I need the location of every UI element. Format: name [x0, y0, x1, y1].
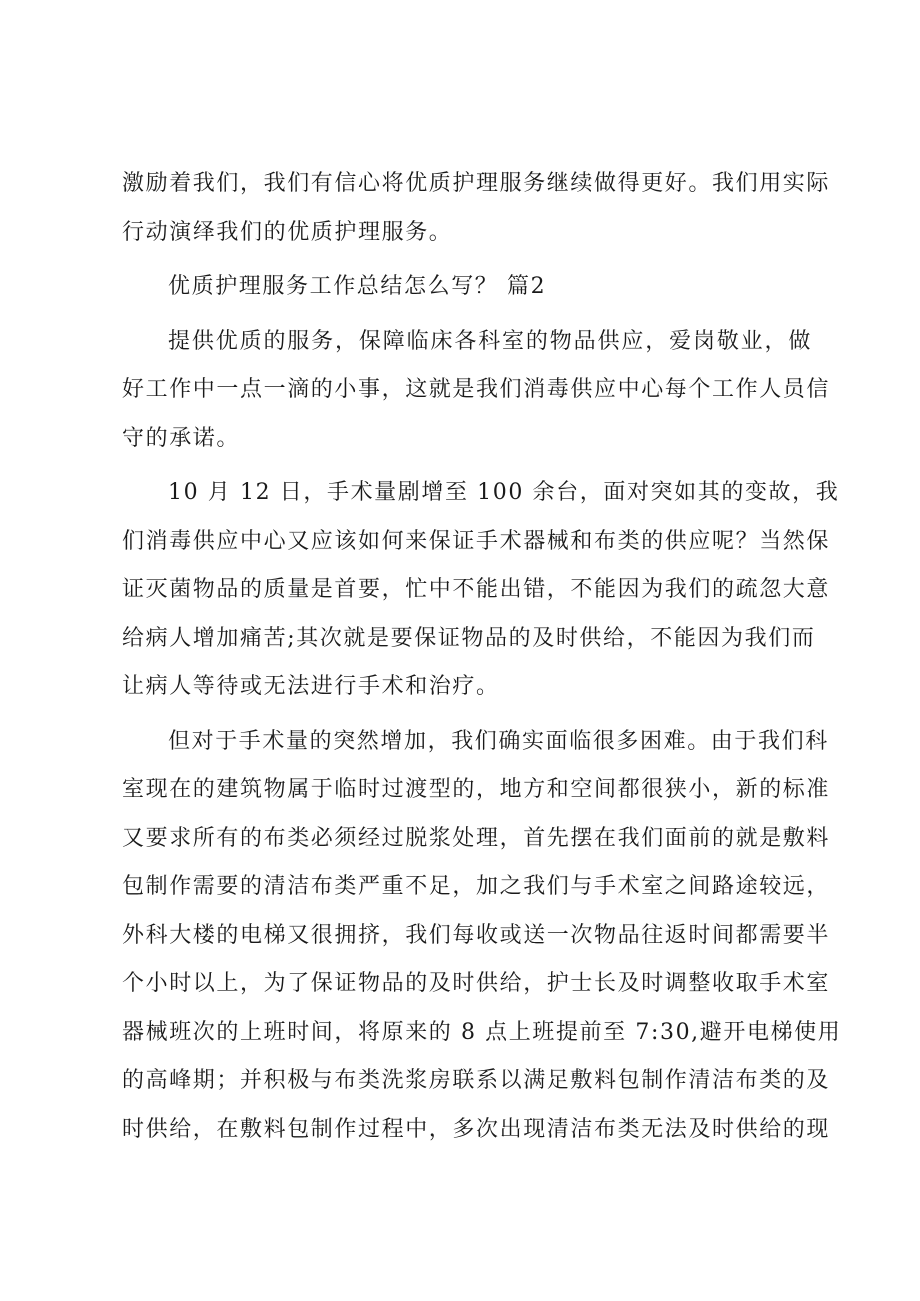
paragraph-line: 个小时以上，为了保证物品的及时供给，护士长及时调整收取手术室	[122, 971, 831, 996]
paragraph-line: 好工作中一点一滴的小事，这就是我们消毒供应中心每个工作人员信	[122, 377, 831, 402]
paragraph-line: 的高峰期；并积极与布类洗浆房联系以满足敷料包制作清洁布类的及	[122, 1068, 831, 1093]
paragraph-line: 但对于手术量的突然增加，我们确实面临很多困难。由于我们科	[168, 728, 829, 754]
paragraph-line: 证灭菌物品的质量是首要，忙中不能出错，不能因为我们的疏忽大意	[122, 577, 831, 602]
paragraph-line: 10 月 12 日，手术量剧增至 100 余台，面对突如其的变故，我	[168, 480, 840, 505]
paragraph-line: 外科大楼的电梯又很拥挤，我们每收或送一次物品往返时间都需要半	[122, 922, 831, 948]
paragraph-line: 室现在的建筑物属于临时过渡型的，地方和空间都很狭小，新的标准	[122, 777, 831, 802]
paragraph-line: 让病人等待或无法进行手术和治疗。	[122, 674, 500, 699]
paragraph-line: 又要求所有的布类必须经过脱浆处理，首先摆在我们面前的就是敷料	[122, 825, 831, 851]
paragraph-line: 时供给，在敷料包制作过程中，多次出现清洁布类无法及时供给的现	[122, 1116, 831, 1142]
paragraph-line: 包制作需要的清洁布类严重不足，加之我们与手术室之间路途较远，	[122, 874, 831, 899]
document-body	[122, 160, 842, 1154]
section-heading: 优质护理服务工作总结怎么写？ 篇2	[168, 274, 547, 299]
paragraph-line: 给病人增加痛苦;其次就是要保证物品的及时供给，不能因为我们而	[122, 625, 816, 651]
paragraph-line: 行动演绎我们的优质护理服务。	[122, 219, 453, 245]
paragraph-line: 激励着我们，我们有信心将优质护理服务继续做得更好。我们用实际	[122, 171, 831, 196]
paragraph-line: 器械班次的上班时间，将原来的 8 点上班提前至 7:30,避开电梯使用	[122, 1019, 842, 1045]
paragraph-line: 提供优质的服务，保障临床各科室的物品供应，爱岗敬业，做	[168, 328, 812, 354]
paragraph-line: 守的承诺。	[122, 425, 241, 451]
paragraph-line: 们消毒供应中心又应该如何来保证手术器械和布类的供应呢？当然保	[122, 528, 831, 554]
